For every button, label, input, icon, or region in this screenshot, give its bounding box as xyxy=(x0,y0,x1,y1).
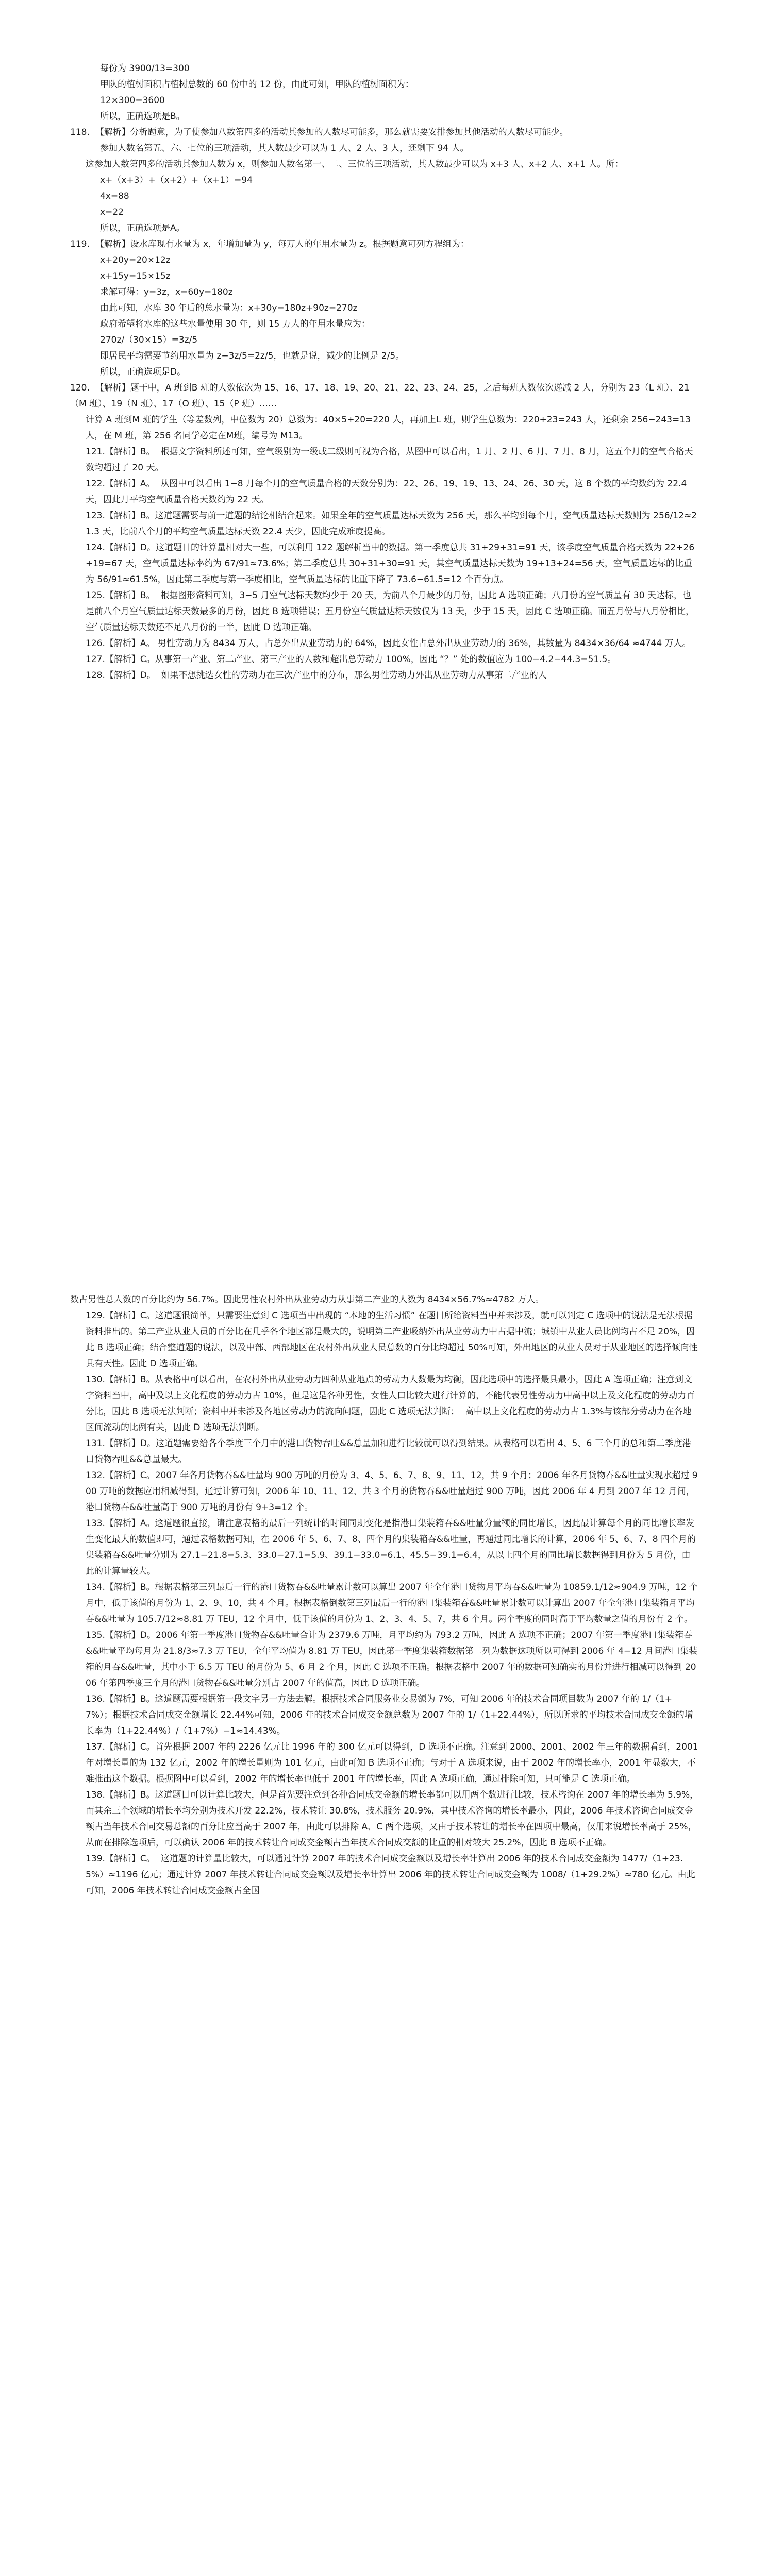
answer-120: 120. 【解析】题干中，A 班到B 班的人数依次为 15、16、17、18、19、20、21、22、23、24、25，之后每班人数依次递减 2 人，分别为 23（L 班）、21（M 班）、19（N 班）、17（O 班）、15（P 班）…… xyxy=(70,383,690,409)
text-line: 参加人数名第五、六、七位的三项活动，其人数最少可以为 1 人、2 人、3 人，还剩下 94 人。 xyxy=(100,143,469,154)
answer-block-128-139 xyxy=(70,1292,699,1899)
answer-123: 123.【解析】B。这道题需要与前一道题的结论相结合起来。如果全年的空气质量达标天数为 256 天，那么平均到每个月，空气质量达标天数则为 256/12≈21.3 天，比前八个月的平均空气质量达标天数 22.4 天少，因此完成难度提高。 xyxy=(86,511,697,537)
text-line: 所以，正确选项是B。 xyxy=(100,111,185,122)
text-line: 每份为 3900/13=300 xyxy=(100,63,190,74)
answer-126: 126.【解析】A。 男性劳动力为 8434 万人，占总外出从业劳动力的 64%，因此女性占总外出从业劳动力的 36%，其数量为 8434×36/64 ≈4744 万人。 xyxy=(86,638,691,649)
answer-133: 133.【解析】A。这道题很直接，请注意表格的最后一列统计的时间同期变化是指港口集装箱吞&&吐量分量额的同比增长，因此最计算每个月的同比增长率发生变化最大的数值即可，通过表格数据可知，在 2006 年 5、6、7、8、四个月的集装箱吞&&吐量，再通过同比增长的计算，2006 年 5、6、7、8 四个月的集装箱吞&&吐量分别为 27.1−21.8=5.3、33.0−27.1=5.9、39.1−33.0=6.1、45.5−39.1=6.4，从以上四个月的同比增长数据得到月份为 5 月份，由此的计算量较大。 xyxy=(86,1518,696,1577)
text-line: 由此可知，水库 30 年后的总水量为：x+30y=180z+90z=270z xyxy=(100,303,358,313)
answer-138: 138.【解析】B。这道题目可以计算比较大，但是首先要注意到各种合同成交金额的增长率都可以用两个数进行比较，技术咨询在 2007 年的增长率为 5.9%，而其余三个领域的增长率均分别为技术开发 22.2%，技术转让 30.8%，技术服务 20.9%，其中技术咨询的增长率最小，因此，2006 年技术咨询合同成交金额占当年技术合同交易总额的百分比应当高于 2007 年，由此可以排除 A、C 两个选项，又由于技术转让的增长率在四项中最高，仅用来说增长率高于 25%，从而在排除选项后，可以确认 2006 年的技术转让合同成交金额占当年技术合同成交额的比重的相对较大 25.2%，因此 B 选项不正确。 xyxy=(86,1790,699,1848)
text-line: 这参加人数第四多的活动其参加人数为 x，则参加人数名第一、二、三位的三项活动，其人数最少可以为 x+3 人、x+2 人、x+1 人。所： xyxy=(86,159,624,170)
answer-134: 134.【解析】B。根据表格第三列最后一行的港口货物吞&&吐量累计数可以算出 2007 年全年港口货物月平均吞&&吐量为 10859.1/12≈904.9 万吨，12 个月中，低于该值的月份为 1、2、9、10，共 4 个月。根据表格倒数第三列最后一行的港口集装箱吞&&吐量累计数可以计算出 2007 年全年港口集装箱月平均吞&&吐量为 105.7/12≈8.81 万 TEU，12 个月中，低于该值的月份为 1、2、3、4、5、7，共 6 个月。两个季度的同时高于平均数量之值的月份有 2 个。 xyxy=(86,1582,698,1624)
equation: x+15y=15×15z xyxy=(100,271,171,281)
answer-125: 125.【解析】B。 根据图形资料可知，3−5 月空气达标天数均少于 20 天，为前八个月最少的月份，因此 A 选项正确；八月份的空气质量有 30 天达标，也是前八个月空气质量达标天数最多的月份，因此 B 选项错误；五月份空气质量达标天数仅为 13 天，少于 15 天，因此 C 选项正确。而五月份与八月份相比，空气质量达标天数还不足八月份的一半，因此 D 选项正确。 xyxy=(86,590,695,633)
answer-137: 137.【解析】C。首先根据 2007 年的 2226 亿元比 1996 年的 300 亿元可以得到，D 选项不正确。注意到 2000、2001、2002 年三年的数据看到，2001 年对增长量的为 132 亿元，2002 年的增长量则为 101 亿元，由此可知 B 选项不正确；与对于 A 选项来说，由于 2002 年的增长率小，2001 年显数大，不难推出这个数据。根据图中可以看到，2002 年的增长率也低于 2001 年的增长率，因此 A 选项正确，通过排除可知，只可能是 C 选项正确。 xyxy=(86,1742,701,1784)
text-line: 甲队的植树面积占植树总数的 60 份中的 12 份，由此可知，甲队的植树面积为： xyxy=(100,79,414,90)
answer-124: 124.【解析】D。这道题目的计算量相对大一些，可以利用 122 题解析当中的数据。第一季度总共 31+29+31=91 天，该季度空气质量合格天数为 22+26+19=67 天，空气质量达标率约为 67/91≈73.6%；第二季度总共 30+31+30=91 天，其空气质量达标天数为 19+13+24=56 天，空气质量达标的比重为 56/91≈61.5%，因此第二季度与第一季度相比，空气质量达标的比重下降了 73.6−61.5=12 个百分点。 xyxy=(86,543,695,585)
answer-132: 132.【解析】C。2007 年各月货物吞&&吐量均 900 万吨的月份为 3、4、5、6、7、8、9、11、12，共 9 个月；2006 年各月货物吞&&吐量实现水超过 900 万吨的数据应用相减得到，通过计算可知，2006 年 10、11、12、共 3 个月的货物吞&&吐量超过 900 万吨，因此 2006 年 4 月到 2007 年 12 月间，港口货物吞&&吐量高于 900 万吨的月份有 9+3=12 个。 xyxy=(86,1470,698,1513)
answer-135: 135.【解析】D。2006 年第一季度港口货物吞&&吐量合计为 2379.6 万吨，月平均约为 793.2 万吨，因此 A 选项不正确；2007 年第一季度港口集装箱吞&&吐量平均每月为 21.8/3≈7.3 万 TEU，全年平均值为 8.81 万 TEU，因此第一季度集装箱数据第二列为数据这项所以可得到 2006 年 4−12 月间港口集装箱的月吞&&吐量，其中小于 6.5 万 TEU 的月份为 5、6 月 2 个月，因此 C 选项不正确。根据表格中 2007 年的数据可知确实的月份并进行相减可以得到 2006 年第四季度三个月的港口货物吞&&吐量分别占 2007 年的值高，因此 D 选项正确。 xyxy=(86,1630,698,1688)
answer-129: 129.【解析】C。这道题很简单，只需要注意到 C 选项当中出现的 “本地的生活习惯” 在题目所给资料当中并未涉及，就可以判定 C 选项中的说法是无法根据资料推出的。第二产业从业人员的百分比在几乎各个地区都是最大的，说明第二产业吸纳外出从业劳动力中占据中流；城镇中从业人员比例均占不足 20%，因此 B 选项正确；结合整道题的说法，以及中部、西部地区在农村外出从业人员总数的百分比均超过 50%可知，外出地区的从业人员对于从业地区的选择倾向性具有天性。因此 D 选项正确。 xyxy=(86,1311,698,1369)
equation: 270z/（30×15）=3z/5 xyxy=(100,335,198,345)
equation: x+20y=20×12z xyxy=(100,255,171,265)
equation: 4x=88 xyxy=(100,191,129,201)
answer-122: 122.【解析】A。 从图中可以看出 1−8 月每个月的空气质量合格的天数分别为：22、26、19、19、13、24、26、30 天，这 8 个数的平均数约为 22.4 天，因此月平均空气质量合格天数约为 22 天。 xyxy=(86,479,690,505)
text-line: 所以，正确选项是A。 xyxy=(100,223,185,233)
text-line: 计算 A 班到M 班的学生（等差数列，中位数为 20）总数为：40×5+20=220 人，再加上L 班，则学生总数为：220+23=243 人，还剩余 256−243=13 人，在 M 班，第 256 名同学必定在M班，编号为 M13。 xyxy=(86,415,694,441)
equation: x+（x+3）+（x+2）+（x+1）=94 xyxy=(100,175,253,185)
answer-127: 127.【解析】C。从事第一产业、第二产业、第三产业的人数和超出总劳动力 100%，因此 “？” 处的数值应为 100−4.2−44.3=51.5。 xyxy=(86,654,616,665)
text-line: 政府希望将水库的这些水量使用 30 年，则 15 万人的年用水量应为： xyxy=(100,319,370,329)
answer-130: 130.【解析】B。从表格中可以看出，在农村外出从业劳动力四种从业地点的劳动力人数最为均衡，因此选项中的选择最具最小，因此 A 选项正确；注意到文字资料当中，高中及以上文化程度的劳动力占 10%，但是这是各种男性，女性人口比较大进行计算的，不能代表男性劳动力中高中以上及文化程度的劳动力百分比，因此 B 选项无法判断；资料中并未涉及各地区劳动力的流向问题，因此 C 选项无法判断； 高中以上文化程度的劳动力占 1.3%与该部分劳动力在各地区间流动的比例有关，因此 D 选项无法判断。 xyxy=(86,1375,695,1433)
answer-139: 139.【解析】C。 这道题的计算量比较大，可以通过计算 2007 年的技术合同成交金额以及增长率计算出 2006 年的技术合同成交金额为 1477/（1+23.5%）≈1196 亿元；通过计算 2007 年技术转让合同成交金额以及增长率计算出 2006 年的技术转让合同成交金额为 1008/（1+29.2%）≈780 亿元。由此可知，2006 年技术转让合同成交金额占全国 xyxy=(86,1854,695,1896)
equation: x=22 xyxy=(100,207,124,217)
answer-136: 136.【解析】B。这道题需要根据第一段文字另一方法去解。根据技术合同服务业交易额为 7%，可知 2006 年的技术合同项目数为 2007 年的 1/（1+7%）；根据技术合同成交金额增长 22.44%可知，2006 年的技术合同成交金额总数为 2007 年的 1/（1+22.44%），所以所求的平均技术合同成交金额的增长率为（1+22.44%）/（1+7%）−1≈14.43%。 xyxy=(86,1694,693,1736)
answer-131: 131.【解析】D。这道题需要给各个季度三个月中的港口货物吞吐&&总量加和进行比较就可以得到结果。从表格可以看出 4、5、6 三个月的总和第二季度港口货物吞吐&&总量最大。 xyxy=(86,1438,691,1465)
answer-118: 118. 【解析】分析题意，为了使参加八数第四多的活动其参加的人数尽可能多，那么就需要安排参加其他活动的人数尽可能少。 xyxy=(70,127,569,138)
answer-block-117-128 xyxy=(70,61,699,684)
text-line: 所以，正确选项是D。 xyxy=(100,367,186,377)
answer-119: 119. 【解析】设水库现有水量为 x，年增加量为 y，每万人的年用水量为 z。根据题意可列方程组为： xyxy=(70,239,469,249)
equation: 求解可得：y=3z，x=60y=180z xyxy=(100,287,233,297)
text-line: 即居民平均需要节约用水量为 z−3z/5=2z/5，也就是说，减少的比例是 2/5。 xyxy=(100,351,405,361)
answer-128: 128.【解析】D。 如果不想挑选女性的劳动力在三次产业中的分布，那么男性劳动力外出从业劳动力从事第二产业的人 xyxy=(86,670,547,681)
text-line: 数占男性总人数的百分比约为 56.7%。因此男性农村外出从业劳动力从事第二产业的人数为 8434×56.7%≈4782 万人。 xyxy=(70,1295,544,1305)
answer-121: 121.【解析】B。 根据文字资料所述可知，空气级别为一级或二级则可视为合格，从图中可以看出，1 月、2 月、6 月、7 月、8 月，这五个月的空气合格天数均超过了 20 天。 xyxy=(86,447,693,473)
text-line: 12×300=3600 xyxy=(100,95,165,106)
